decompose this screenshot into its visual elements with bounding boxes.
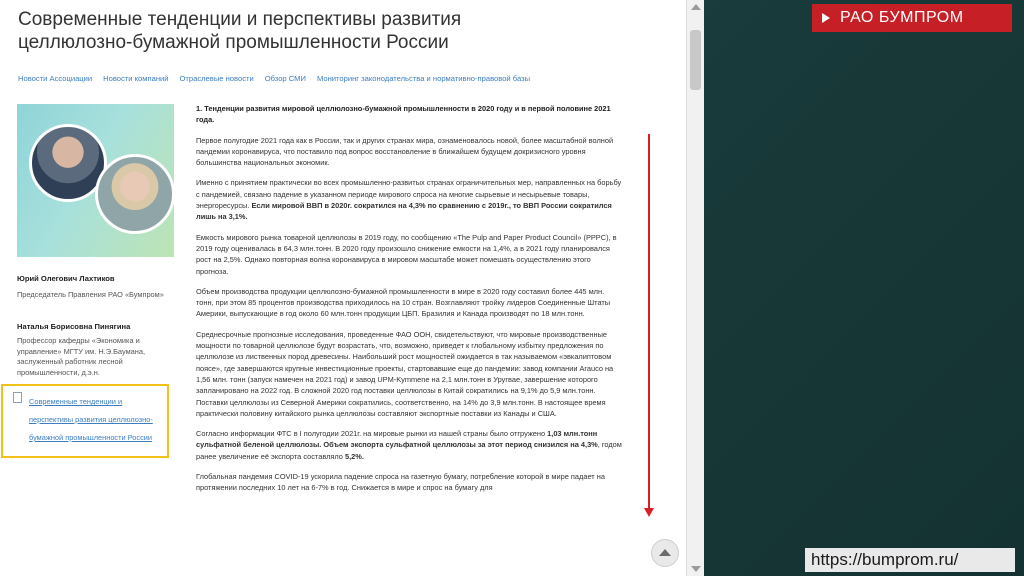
nav-association-news[interactable]: Новости Ассоциации bbox=[18, 74, 93, 83]
document-link-box[interactable] bbox=[1, 384, 169, 458]
scroll-to-top-button[interactable] bbox=[651, 539, 679, 567]
nav-industry-news[interactable]: Отраслевые новости bbox=[179, 74, 254, 83]
article-paragraph: Глобальная пандемия COVID-19 ускорила падение спроса на газетную бумагу, потребление которой в мире падает на протяжении последних 10 лет на 6-7% в год. Снижается в мире и спрос на бумагу для bbox=[196, 472, 605, 493]
chevron-up-icon bbox=[659, 549, 671, 556]
brand-badge bbox=[812, 4, 1012, 32]
document-link[interactable]: Современные тенденции и перспективы развития целлюлозно-бумажной промышленности России bbox=[29, 397, 153, 442]
authors-photo bbox=[17, 104, 174, 257]
arrow-down-icon bbox=[644, 508, 654, 517]
author-role: Профессор кафедры «Экономика и управление» МГТУ им. Н.Э.Баумана, заслуженный работник лесной промышленности, д.э.н. bbox=[17, 336, 146, 377]
author-name: Юрий Олегович Лахтиков bbox=[17, 274, 115, 283]
article-paragraph: Согласно информации ФТС в I полугодии 2021г. на мировые рынки из нашей страны было отгружено 1,03 млн.тонн сульфатной беленой целлюлозы. Объем экспорта сульфатной целлюлозы за этот период снизился на 4,3%, годом ранее увеличение её экспорта составляло 5,2%. bbox=[196, 429, 622, 461]
article-paragraph: Среднесрочные прогнозные исследования, проведенные ФАО ООН, свидетельствуют, что мировые производственные мощности по товарной целлюлозе будут возрастать, что, возможно, приведет к глобальному избытку предложения по целлюлозе из лиственных пород древесины. Наибольший рост мощностей ожидается в так называемом «эвкалиптовом поясе», где завершаются крупные инвестиционные проекты, стартовавшие еще до пандемии: завод компании Arauco на 1,56 млн. тонн (запуск намечен на 2021 год) и завод UPM-Kymmene на 2,1 млн.тонн в Уругвае, завершение которого запланировано на 2022 год. В сложной 2020 год поставки целлюлозы в Китай сократились на 9,1% до 5,9 млн.тонн. Поставки целлюлозы из Северной Америки сократились, соответственно, на 14% до 3,9 млн.тонн. В настоящее время практически половину китайского рынка целлюлозы составляют экспортные поставки из Канады и США. bbox=[196, 329, 614, 418]
author-photo-female bbox=[95, 154, 175, 234]
author-name: Наталья Борисовна Пинягина bbox=[17, 322, 131, 331]
article-paragraph: Емкость мирового рынка товарной целлюлозы в 2019 году, по сообщению «The Pulp and Paper Product Council» (PPPC), в 2019 году оценивалась в 64,3 млн.тонн. В 2020 году произошло снижение емкости на 1,4%, а в 2021 году планировался рост на 2,5%. Однако повторная волна коронавируса в мировом масштабе может помешать осуществлению этого прогноза. bbox=[196, 232, 617, 276]
red-arrow-annotation bbox=[648, 134, 650, 511]
document-icon bbox=[13, 392, 22, 403]
nav-company-news[interactable]: Новости компаний bbox=[103, 74, 169, 83]
article-paragraph: Именно с принятием практически во всех промышленно-развитых странах ограничительных мер, направленных на борьбу с пандемией, связано падение в указанном периоде мирового спроса на многие сырьевые и несырьевые товары, энергоресурсы. Если мировой ВВП в 2020г. сократился на 4,3% по сравнению с 2019г., то ВВП России сократился лишь на 3,1%. bbox=[196, 178, 622, 222]
article-paragraph: Первое полугодие 2021 года как в России, так и других странах мира, ознаменовалось новой, более масштабной волной пандемии коронавируса, что поставило под вопрос восстановление в ближайшем будущем докризисного уровня большинства национальных экономик. bbox=[196, 135, 614, 168]
page-title: Современные тенденции и перспективы развития целлюлозно-бумажной промышленности России bbox=[18, 9, 462, 53]
site-url: https://bumprom.ru/ bbox=[805, 548, 1015, 572]
article-paragraph: Объем производства продукции целлюлозно-бумажной промышленности в мире в 2020 году составил более 445 млн. тонн, при этом 85 процентов производства приходилось на 10 стран. Возглавляют тройку лидеров Соединенные Штаты Америки, выпускающие в год около 60 млн.тонн продукции ЦБП. Бразилия и Канада производят по 18 млн.тонн. bbox=[196, 286, 611, 319]
article-body bbox=[196, 103, 623, 503]
vertical-scrollbar[interactable] bbox=[686, 0, 704, 576]
nav-media-review[interactable]: Обзор СМИ bbox=[264, 74, 306, 83]
author-role: Председатель Правления РАО «Бумпром» bbox=[17, 290, 164, 299]
scroll-down-icon[interactable] bbox=[691, 566, 701, 572]
nav-legislation-monitoring[interactable]: Мониторинг законодательства и нормативно-правовой базы bbox=[316, 74, 531, 83]
scrollbar-thumb[interactable] bbox=[690, 30, 701, 90]
section-nav bbox=[18, 74, 530, 83]
article-heading: 1. Тенденции развития мировой целлюлозно-бумажной промышленности в 2020 году и в первой половине 2021 года. bbox=[196, 104, 611, 125]
scroll-up-icon[interactable] bbox=[691, 4, 701, 10]
play-arrow-icon bbox=[822, 13, 830, 23]
brand-name: РАО БУМПРОМ bbox=[840, 9, 964, 26]
